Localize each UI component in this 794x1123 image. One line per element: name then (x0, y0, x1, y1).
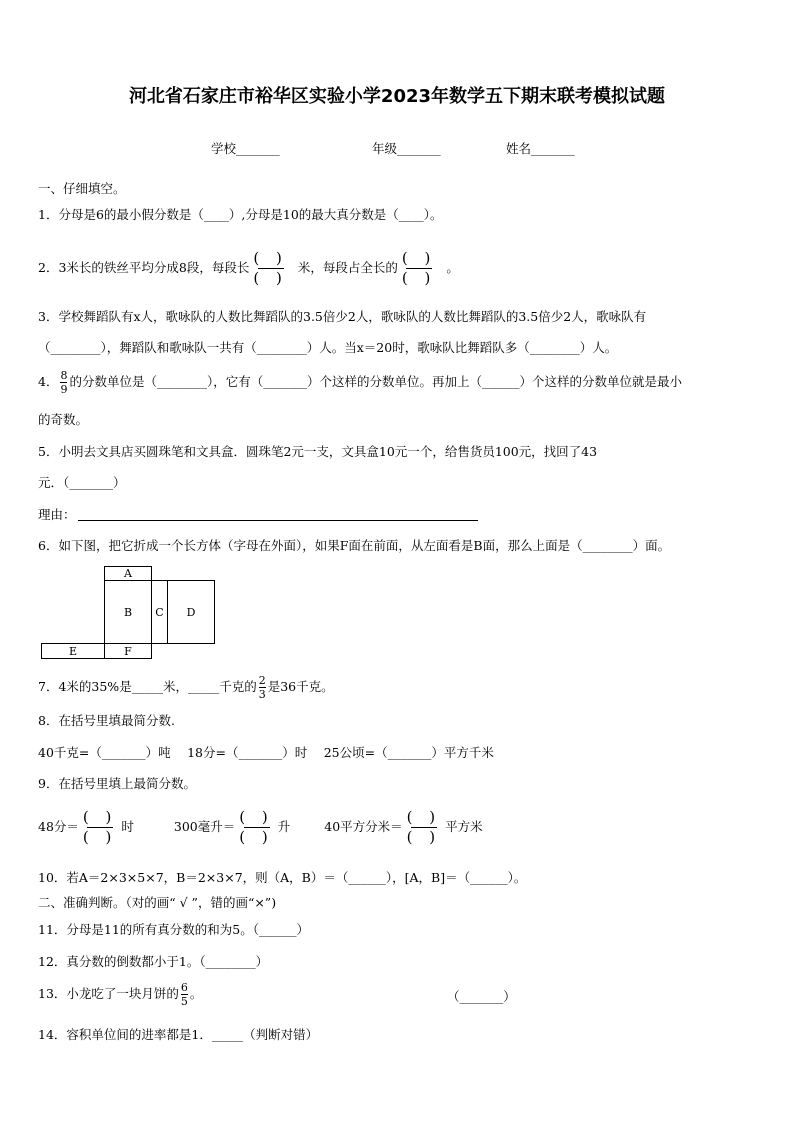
net-face-f: F (104, 643, 152, 659)
question-3-line-2: （________），舞蹈队和歌咏队一共有（________）人。当x＝20时，歌咏队比舞蹈队多（________）人。 (38, 340, 618, 355)
question-11: 11．分母是11的所有真分数的和为5。（______） (38, 922, 310, 937)
question-4-line-2: 的奇数。 (38, 412, 89, 427)
question-6: 6．如下图，把它折成一个长方体（字母在外面），如果F面在前面，从左面看是B面，那么上面是（________）面。 (38, 538, 671, 553)
question-3-line-1: 3．学校舞蹈队有x人，歌咏队的人数比舞蹈队的3.5倍少2人，歌咏队的人数比舞蹈队的3.5倍少2人，歌咏队有 (38, 309, 647, 324)
q13-fraction: $\frac{6}{5}$ (180, 981, 188, 1008)
question-12: 12．真分数的倒数都小于1。（________） (38, 954, 269, 969)
question-5-line-1: 5．小明去文具店买圆珠笔和文具盒．圆珠笔2元一支，文具盒10元一个，给售货员100元，找回了43 (38, 444, 598, 459)
question-7: 7．4米的35%是_____米，_____千克的 $\frac{2}{3}$ 是36千克。 (38, 674, 334, 701)
question-13-answer-blank: （_______） (447, 989, 516, 1004)
question-13: 13．小龙吃了一块月饼的 $\frac{6}{5}$ 。 (38, 981, 203, 1008)
q2-text-c: 。 (446, 260, 459, 276)
reason-label: 理由： (38, 507, 76, 522)
q2-fraction-blank-1: ( ) ( ) (253, 249, 288, 287)
question-5-line-2: 元．（_______） (38, 475, 126, 490)
q7-fraction: $\frac{2}{3}$ (258, 674, 266, 701)
net-face-a: A (104, 566, 152, 581)
q2-text-a: 2．3米长的铁丝平均分成8段，每段长 (38, 260, 250, 276)
question-9-line-1: 9．在括号里填上最简分数。 (38, 776, 196, 791)
question-8-line-1: 8．在括号里填最简分数. (38, 713, 175, 728)
page-title: 河北省石家庄市裕华区实验小学2023年数学五下期末联考模拟试题 (128, 86, 666, 107)
reason-underline (78, 520, 478, 521)
q2-fraction-blank-2: ( ) ( ) (401, 249, 437, 287)
q9-fraction-blank-1: ( ) ( ) (82, 808, 118, 846)
net-face-b: B (104, 580, 152, 644)
question-2 (38, 251, 459, 286)
q9-fraction-blank-2: ( ) ( ) (239, 808, 274, 846)
question-8-line-2: 40千克=（_______）吨 18分=（_______）时 25公顷=（_______）平方千米 (38, 745, 494, 760)
q9-fraction-blank-3: ( ) ( ) (406, 808, 442, 846)
grade-field: 年级_______ (372, 141, 441, 156)
net-face-d: D (167, 580, 215, 644)
q4-fraction: $\frac{8}{9}$ (60, 369, 68, 396)
question-10: 10．若A＝2×3×5×7，B＝2×3×7，则（A，B）＝（______），[A，B]＝（______）。 (38, 870, 527, 885)
question-9-line-2: 48分＝ ( ) ( ) 时 300毫升＝ ( ) ( ) 升 40平方分米＝ ( ) ( ) 平方米 (38, 808, 483, 846)
q2-text-b: 米，每段占全长的 (297, 260, 398, 276)
question-1: 1．分母是6的最小假分数是（____）,分母是10的最大真分数是（____）。 (38, 207, 443, 222)
name-field: 姓名_______ (506, 141, 575, 156)
net-face-c: C (151, 580, 168, 644)
section-2-heading: 二、准确判断。（对的画“ √ ”，错的画“×”) (38, 895, 277, 910)
school-field: 学校_______ (211, 141, 280, 156)
question-14: 14．容积单位间的进率都是1．_____（判断对错） (38, 1027, 319, 1042)
section-1-heading: 一、仔细填空。 (38, 181, 126, 196)
net-face-e: E (41, 643, 105, 659)
question-4: 4． $\frac{8}{9}$ 的分数单位是（________），它有（_______）个这样的分数单位。再加上（______）个这样的分数单位就是最小 (38, 369, 682, 396)
